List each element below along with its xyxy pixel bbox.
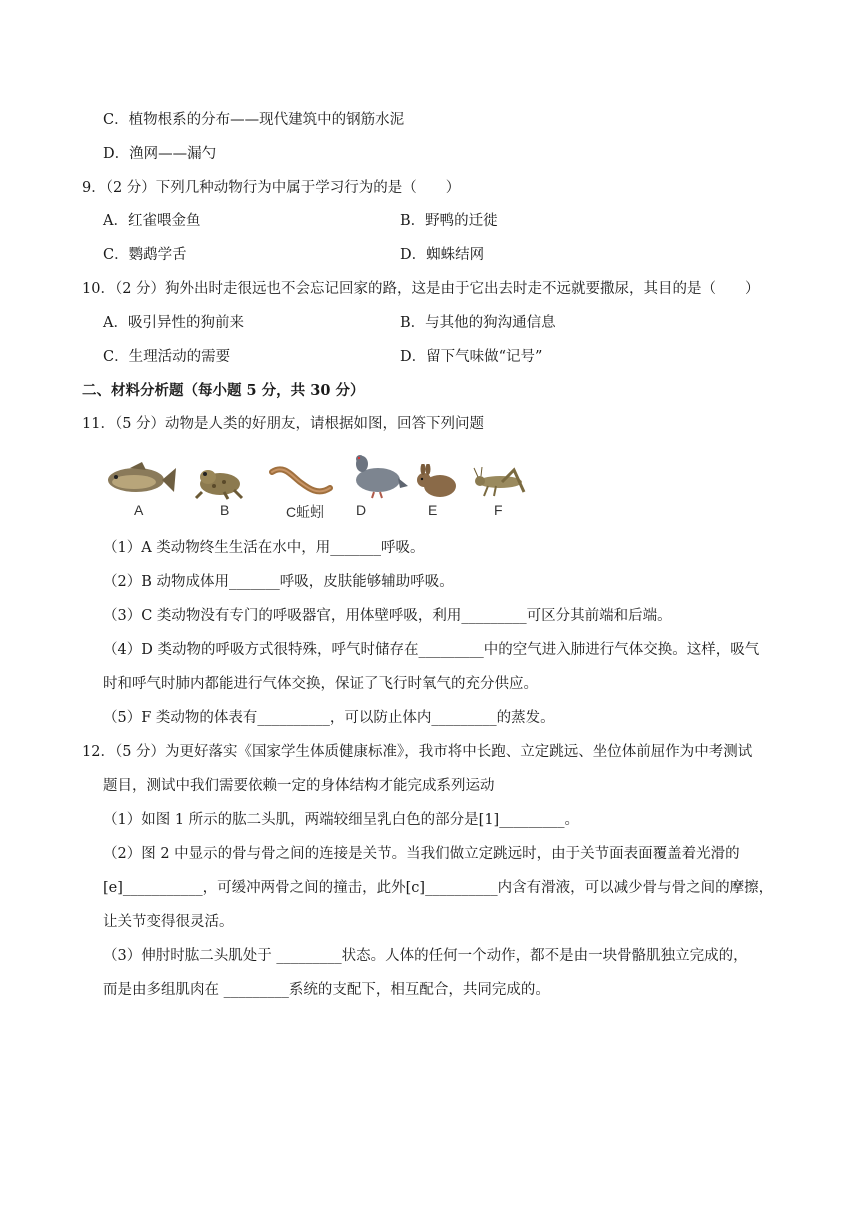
- pigeon-illustration: [348, 450, 408, 500]
- q12-sub-2c: 让关节变得很灵活。: [103, 914, 234, 930]
- q12-stem-b: 题目，测试中我们需要依赖一定的身体结构才能完成系列运动: [103, 778, 495, 794]
- q11-sub-4a: （4）D 类动物的呼吸方式很特殊，呼气时储存在_________中的空气进入肺进行气体交换。这样，吸气: [103, 642, 760, 658]
- rabbit-illustration: [414, 464, 458, 500]
- q12-sub-3b: 而是由多组肌肉在 _________系统的支配下，相互配合，共同完成的。: [103, 982, 550, 998]
- earthworm-illustration: [268, 462, 334, 502]
- q11-sub-1: （1）A 类动物终生生活在水中，用_______呼吸。: [103, 540, 425, 556]
- q12-sub-2a: （2）图 2 中显示的骨与骨之间的连接是关节。当我们做立定跳远时，由于关节面表面覆盖着光滑的: [103, 846, 740, 862]
- q10-stem: 10．（2 分）狗外出时走很远也不会忘记回家的路，这是由于它出去时走不远就要撒尿，其目的是（ ）: [82, 281, 760, 297]
- label-b: B: [220, 502, 230, 518]
- q9-option-d: D．蜘蛛结网: [400, 247, 485, 263]
- q8-option-d: D．渔网——漏勺: [103, 146, 217, 162]
- q10-option-d: D．留下气味做“记号”: [400, 349, 543, 365]
- q12-sub-3a: （3）伸肘时肱二头肌处于 _________状态。人体的任何一个动作，都不是由一块骨骼肌独立完成的，: [103, 948, 748, 964]
- label-f: F: [494, 502, 503, 518]
- fish-illustration: [104, 460, 178, 498]
- q9-option-a: A．红雀喂金鱼: [103, 213, 201, 229]
- q12-sub-1: （1）如图 1 所示的肱二头肌，两端较细呈乳白色的部分是[1]_________。: [103, 812, 579, 828]
- q11-sub-4b: 时和呼气时肺内都能进行气体交换，保证了飞行时氧气的充分供应。: [103, 676, 538, 692]
- label-e: E: [428, 502, 438, 518]
- label-a: A: [134, 502, 144, 518]
- q10-option-b: B．与其他的狗沟通信息: [400, 315, 556, 331]
- q8-option-c: C．植物根系的分布——现代建筑中的钢筋水泥: [103, 112, 405, 128]
- section-heading: 二、材料分析题（每小题 5 分，共 30 分）: [82, 382, 365, 399]
- q12-sub-2b: [e]___________，可缓冲两骨之间的撞击，此外[c]__________内含有滑液，可以减少骨与骨之间的摩擦，: [103, 880, 774, 896]
- q11-stem: 11．（5 分）动物是人类的好朋友，请根据如图，回答下列问题: [82, 416, 485, 432]
- q9-option-b: B．野鸭的迁徙: [400, 213, 498, 229]
- label-d: D: [356, 502, 367, 518]
- q10-option-a: A．吸引异性的狗前来: [103, 315, 244, 331]
- q11-sub-2: （2）B 动物成体用_______呼吸，皮肤能够辅助呼吸。: [103, 574, 454, 590]
- q12-stem-a: 12．（5 分）为更好落实《国家学生体质健康标准》，我市将中长跑、立定跳远、坐位体前屈作为中考测试: [82, 744, 753, 760]
- grasshopper-illustration: [472, 466, 530, 500]
- frog-illustration: [194, 464, 246, 500]
- label-c: C蚯蚓: [286, 504, 325, 520]
- q10-option-c: C．生理活动的需要: [103, 349, 231, 365]
- q9-stem: 9．（2 分）下列几种动物行为中属于学习行为的是（ ）: [82, 180, 461, 196]
- q11-sub-3: （3）C 类动物没有专门的呼吸器官，用体壁呼吸，利用_________可区分其前端和后端。: [103, 608, 672, 624]
- q11-sub-5: （5）F 类动物的体表有__________，可以防止体内_________的蒸发。: [103, 710, 555, 726]
- q9-option-c: C．鹦鹉学舌: [103, 247, 187, 263]
